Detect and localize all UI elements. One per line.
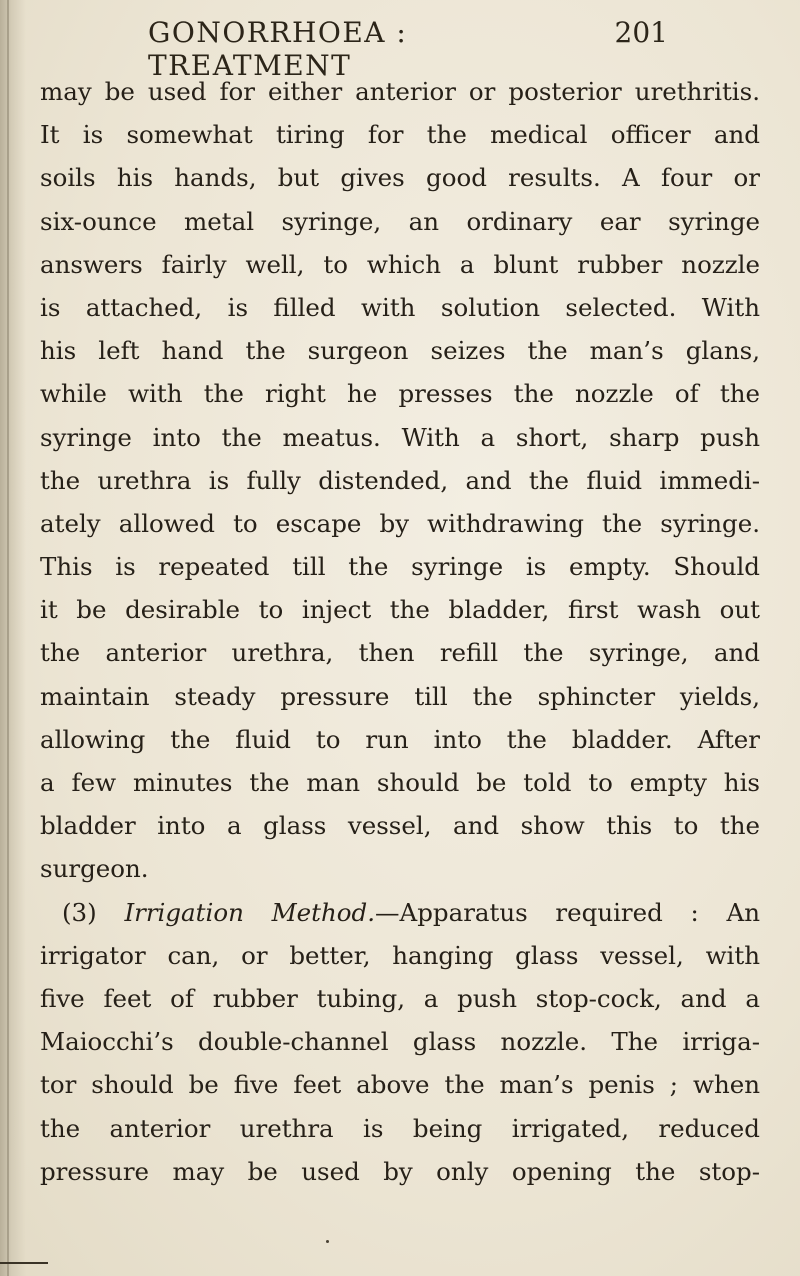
text-line: soils his hands, but gives good results. A four or — [40, 163, 760, 193]
text-line: This is repeated till the syringe is empty. Should — [40, 552, 760, 582]
page-number: 201 — [614, 16, 668, 49]
text-line: It is somewhat tiring for the medical officer and — [40, 120, 760, 150]
section-heading-line — [40, 891, 760, 934]
text-line: Maiocchi’s double-channel glass nozzle. The irriga- — [40, 1027, 760, 1057]
text-line: six-ounce metal syringe, an ordinary ear syringe — [40, 206, 760, 236]
text-line: the anterior urethra, then refill the syringe, and — [40, 638, 760, 668]
text-line: ately allowed to escape by withdrawing the syringe. — [40, 508, 760, 538]
gutter-line — [7, 0, 9, 1276]
text-line: a few minutes the man should be told to empty his — [40, 768, 760, 797]
paragraph-end-line: surgeon. — [40, 854, 149, 884]
running-title: GONORRHOEA : TREATMENT — [148, 16, 408, 82]
text-line: irrigator can, or better, hanging glass vessel, with — [40, 940, 760, 970]
text-line: while with the right he presses the nozzle of the — [40, 379, 760, 409]
text-line: syringe into the meatus. With a short, sharp push — [40, 422, 760, 452]
page-corner-mark — [0, 1262, 48, 1264]
text-line: tor should be five feet above the man’s penis ; when — [40, 1070, 760, 1100]
section-intro-text: —Apparatus required : An — [375, 897, 760, 927]
text-line: five feet of rubber tubing, a push stop-cock, and a — [40, 983, 760, 1013]
text-line: answers fairly well, to which a blunt rubber nozzle — [40, 249, 760, 279]
text-line: it be desirable to inject the bladder, first wash out — [40, 595, 760, 625]
text-line: the urethra is fully distended, and the fluid immedi- — [40, 465, 760, 495]
text-line: maintain steady pressure till the sphincter yields, — [40, 681, 760, 711]
section-number: (3) — [62, 897, 97, 927]
text-line: may be used for either anterior or posterior urethritis. — [40, 77, 760, 106]
text-line: is attached, is filled with solution selected. With — [40, 292, 760, 322]
text-line: pressure may be used by only opening the stop- — [40, 1156, 760, 1186]
text-line: allowing the fluid to run into the bladder. After — [40, 724, 760, 754]
body-text — [40, 70, 760, 1193]
ink-speck — [326, 1240, 329, 1243]
section-heading: Irrigation Method. — [124, 897, 376, 927]
text-line: the anterior urethra is being irrigated, reduced — [40, 1113, 760, 1143]
text-line: bladder into a glass vessel, and show this to the — [40, 811, 760, 841]
running-header — [148, 16, 668, 82]
gutter-shadow — [0, 0, 26, 1276]
text-line: his left hand the surgeon seizes the man’s glans, — [40, 336, 760, 366]
